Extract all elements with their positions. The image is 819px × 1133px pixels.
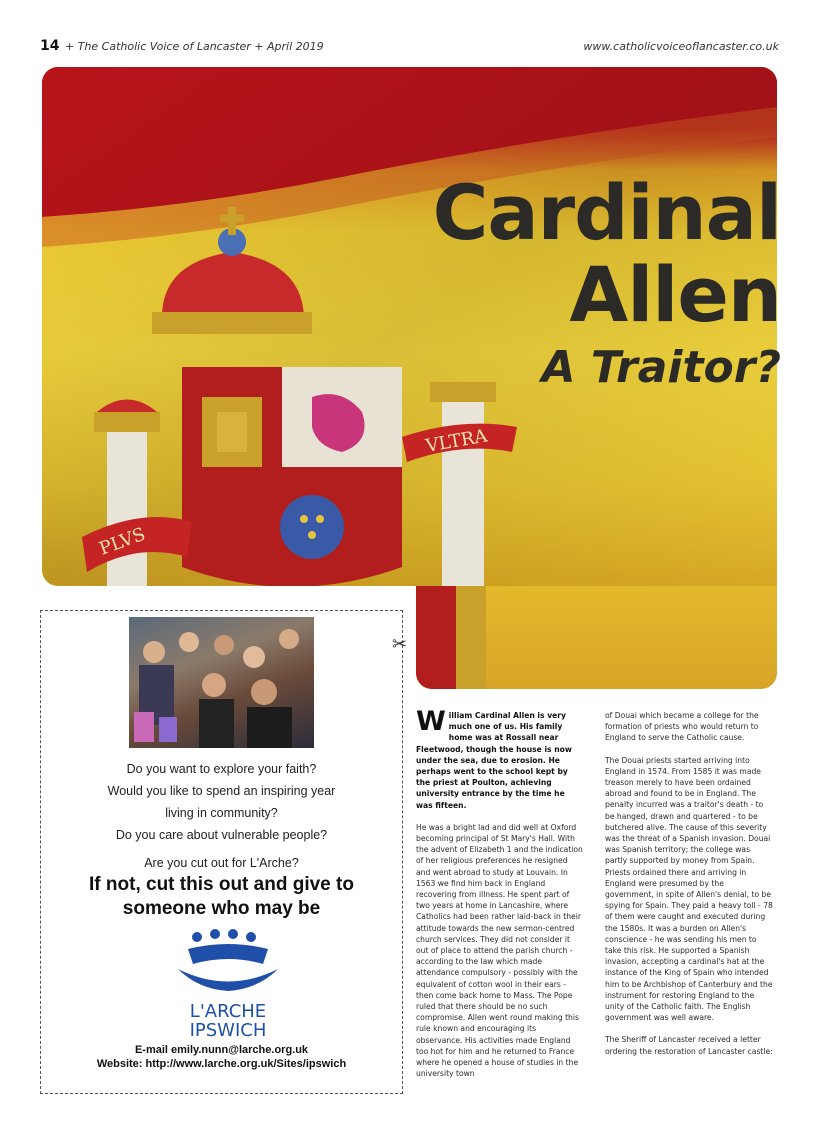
logo-text-line2: IPSWICH	[189, 1020, 267, 1039]
article-subtitle: A Traitor?	[541, 342, 781, 393]
dropcap: W	[416, 706, 446, 737]
page-number: 14	[40, 38, 60, 54]
banner-right-text: VLTRA	[424, 425, 489, 457]
article-column-2	[605, 710, 773, 1068]
group-photo	[129, 617, 314, 748]
advert-headline-line1: If not, cut this out and give to	[89, 874, 354, 895]
advert-contact	[41, 1043, 402, 1071]
scissors-icon: ✂	[392, 634, 408, 655]
article-paragraph: of Douai which became a college for the formation of priests who would return to England to serve the Catholic cause.	[605, 711, 759, 743]
banner-left-text: PLVS	[96, 523, 149, 560]
larche-advert	[40, 610, 403, 1094]
hero-flag-extension	[416, 586, 777, 689]
article-title-line2: Allen	[569, 250, 781, 339]
advert-line: living in community?	[165, 806, 278, 820]
advert-line: Are you cut out for L'Arche?	[144, 856, 299, 870]
article-lead	[416, 706, 584, 811]
advert-questions	[41, 758, 402, 874]
advert-headline-line2: someone who may be	[122, 898, 321, 919]
issue-line: + The Catholic Voice of Lancaster + April 2019	[64, 40, 324, 53]
advert-line: Would you like to spend an inspiring year	[107, 784, 336, 798]
page-header	[40, 38, 779, 58]
website-url: www.catholicvoiceoflancaster.co.uk	[583, 40, 779, 53]
article-paragraph: He was a bright lad and did well at Oxford becoming principal of St Mary's Hall. With the advent of Elizabeth 1 and the indication of her religious preferences he resigned and went abroad to study at Louvain. In 1563 we find him back in England recovering from illness. He spent part of two years at home in Lancashire, where Catholics had been rather laid-back in their attitude towards the new sermon-centred church services. They did not consider it out of place to attend the parish church - according to the law which made attendance compulsory - possibly with the equivalent of cotton wool in their ears - then come back home to Mass. The Pope ruled that there should be no such compromise. Allen went round making this rule known and encouraging its observance. His activities made England too hot for him and he returned to France where he opened a house of studies in the university town	[416, 822, 583, 1079]
advert-website: Website: http://www.larche.org.uk/Sites/ipswich	[96, 1058, 347, 1070]
advert-email: E-mail emily.nunn@larche.org.uk	[134, 1044, 309, 1056]
article-title-line1: Cardinal	[432, 168, 781, 257]
logo-text-line1: L'ARCHE	[189, 1001, 267, 1022]
article-paragraph: The Douai priests started arriving into England in 1574. From 1585 it was made treason merely to have been ordained abroad and found to be in England. The penalty incurred was a traitor's death - to be hanged, drawn and quartered - to be butchered alive. The cause of this severity was the threat of a Spanish invasion. Douai was Spanish territory; the college was partly supported by money from Spain. Priests ordained there and arriving in England were presumed by the government, in spite of Allen's denial, to be spying for Spain. They paid a heavy toll - 78 of them were caught and executed during the 1580s. It was a burden on Allen's conscience - he was sending his men to take this risk. He supported a Spanish invasion, accepting a cardinal's hat at the instance of the King of Spain who intended him to be Archbishop of Canterbury and the instrument for restoring England to the unity of the Catholic faith. The English government was well aware.	[605, 755, 773, 1023]
advert-line: Do you want to explore your faith?	[126, 762, 317, 776]
larche-ipswich-logo	[173, 929, 283, 1039]
advert-headline	[41, 873, 402, 921]
article-column-1	[416, 706, 584, 1091]
advert-line: Do you care about vulnerable people?	[115, 828, 328, 842]
article-lead-text: illiam Cardinal Allen is very much one of us. His family home was at Rossall near Fleetwood, though the house is now under the sea, due to erosion. He perhaps went to the school kept by the priest at Poulton, achieving university entrance by the time he was fifteen.	[416, 711, 572, 810]
article-paragraph: The Sheriff of Lancaster received a letter ordering the restoration of Lancaster castle:	[605, 1035, 773, 1056]
